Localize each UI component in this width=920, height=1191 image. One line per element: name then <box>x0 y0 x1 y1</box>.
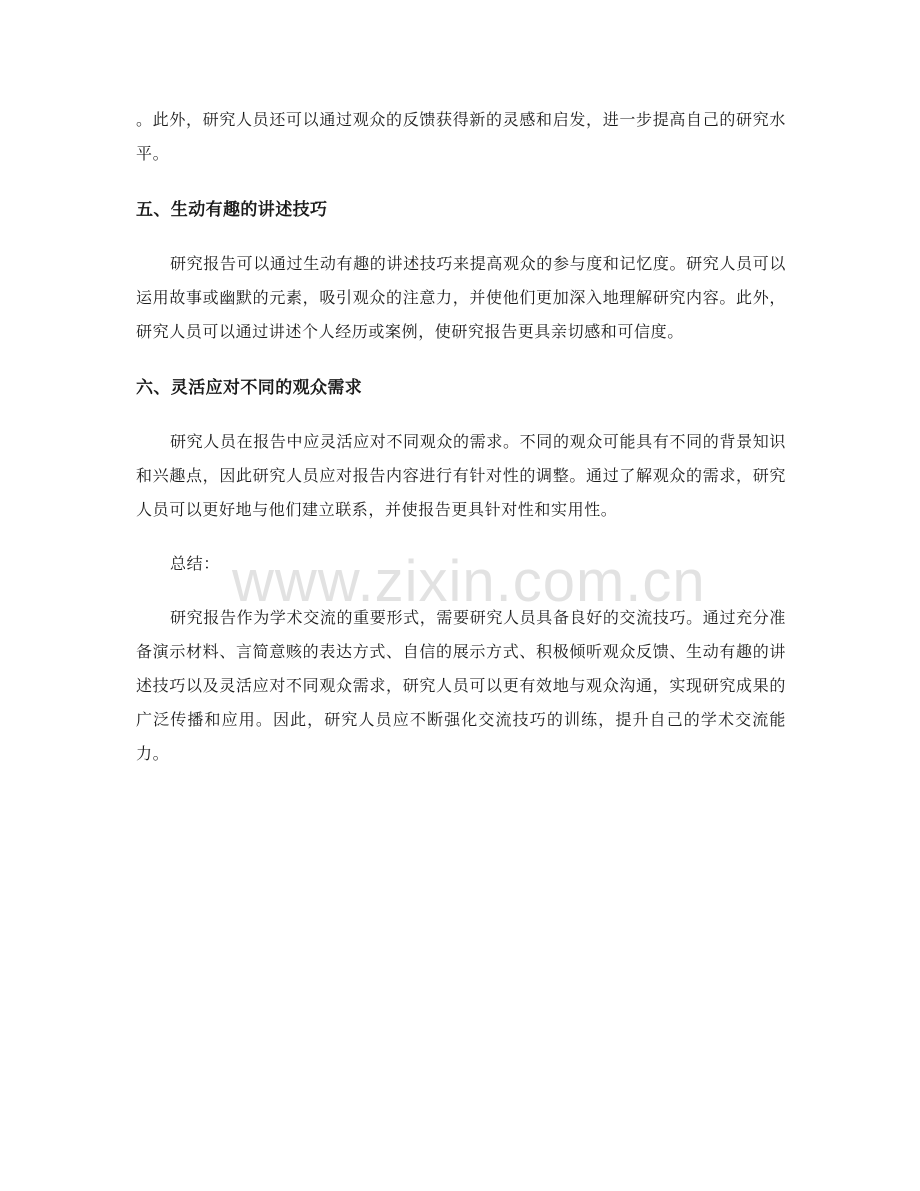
watermark-text: www.zixin.com.cn <box>232 549 706 614</box>
section-5-heading: 五、生动有趣的讲述技巧 <box>136 200 328 220</box>
section-5-paragraph: 研究报告可以通过生动有趣的讲述技巧来提高观众的参与度和记忆度。研究人员可以运用故事或幽默的元素，吸引观众的注意力，并使他们更加深入地理解研究内容。此外，研究人员可以通过讲述个人经历或案例，使研究报告更具亲切感和可信度。 <box>136 254 786 341</box>
section-6-heading: 六、灵活应对不同的观众需求 <box>136 378 363 398</box>
section-6-paragraph: 研究人员在报告中应灵活应对不同观众的需求。不同的观众可能具有不同的背景知识和兴趣点，因此研究人员应对报告内容进行有针对性的调整。通过了解观众的需求，研究人员可以更好地与他们建立联系，并使报告更具针对性和实用性。 <box>136 432 786 519</box>
summary-label: 总结： <box>170 554 220 573</box>
document-content <box>136 103 786 771</box>
intro-paragraph: 。此外，研究人员还可以通过观众的反馈获得新的灵感和启发，进一步提高自己的研究水平。 <box>136 110 786 163</box>
summary-paragraph: 研究报告作为学术交流的重要形式，需要研究人员具备良好的交流技巧。通过充分准备演示材料、言简意赅的表达方式、自信的展示方式、积极倾听观众反馈、生动有趣的讲述技巧以及灵活应对不同观众需求，研究人员可以更有效地与观众沟通，实现研究成果的广泛传播和应用。因此，研究人员应不断强化交流技巧的训练，提升自己的学术交流能力。 <box>136 608 786 763</box>
